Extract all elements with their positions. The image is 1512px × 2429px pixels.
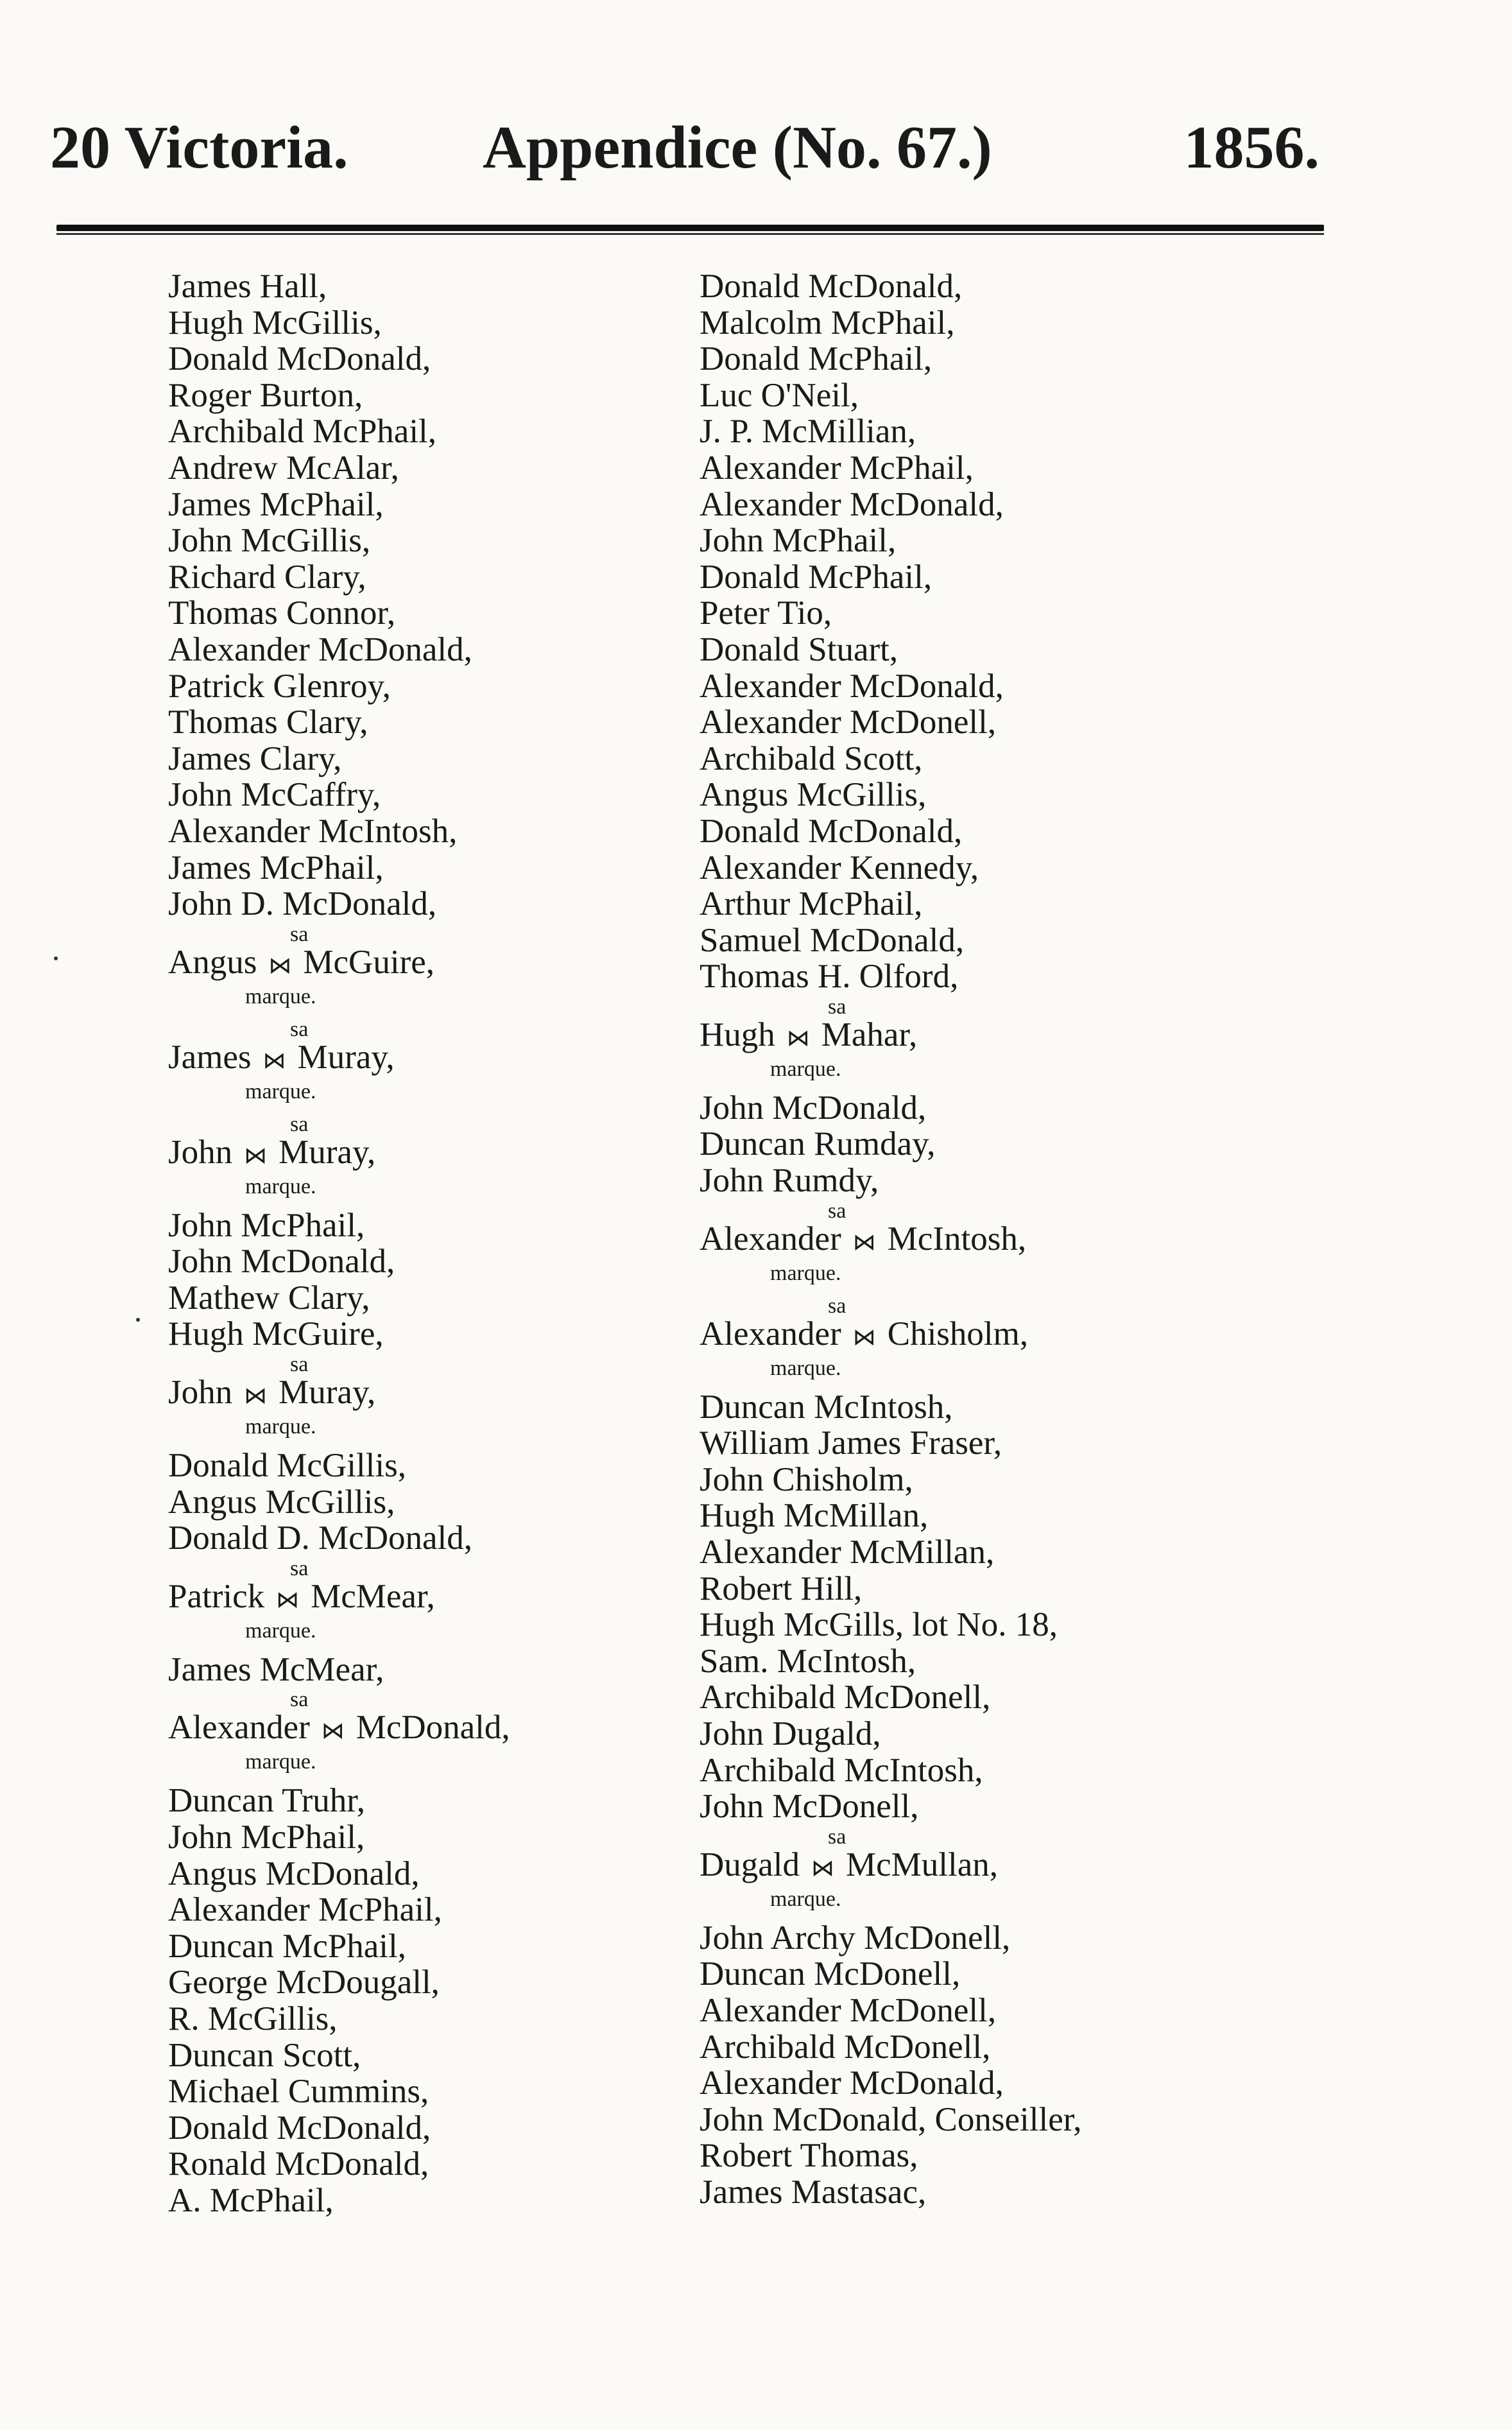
signatory-name: Alexander McIntosh,: [168, 812, 458, 850]
signatory-name: Duncan McIntosh,: [700, 1388, 953, 1426]
mark-last-name: McMear,: [311, 1577, 435, 1615]
signatory-name: Duncan Truhr,: [168, 1782, 366, 1820]
mark-first-name: John: [168, 1374, 233, 1412]
mark-marque-label: marque.: [770, 1356, 841, 1380]
cross-mark-icon: ⋈: [276, 1586, 300, 1612]
signatory-name: Archibald McPhail,: [168, 413, 437, 451]
mark-sa-label: sa: [290, 1017, 309, 1041]
signatory-name: Hugh McGillis,: [168, 304, 382, 341]
mark-first-name: Alexander: [168, 1709, 310, 1747]
signatory-name: Alexander McDonell,: [700, 1991, 997, 2029]
signatory-name: Angus McDonald,: [168, 1854, 420, 1892]
mark-marque-label: marque.: [245, 1174, 316, 1198]
mark-marque-label: marque.: [245, 984, 316, 1008]
signatory-name: Richard Clary,: [168, 558, 366, 596]
signatory-name: Thomas H. Olford,: [700, 958, 959, 996]
cross-mark-icon: ⋈: [244, 1142, 268, 1168]
signature-mark-entry: [700, 1294, 1341, 1389]
signatory-name: R. McGillis,: [168, 2000, 338, 2037]
signatory-name: Samuel McDonald,: [700, 921, 965, 959]
mark-sa-label: sa: [828, 1824, 846, 1849]
cross-mark-icon: ⋈: [268, 952, 292, 978]
signatory-name: Peter Tio,: [700, 594, 832, 632]
mark-name-line: [168, 943, 434, 985]
signatory-name: George McDougall,: [168, 1964, 440, 2001]
signatory-name: Alexander McDonell,: [700, 704, 997, 741]
mark-first-name: James: [168, 1038, 252, 1076]
mark-name-line: [168, 1038, 395, 1080]
signatory-name: John McPhail,: [700, 522, 897, 560]
signatory-name: Donald D. McDonald,: [168, 1519, 472, 1557]
mark-sa-label: sa: [290, 922, 309, 946]
signatory-name: Duncan Rumday,: [700, 1125, 936, 1163]
signatory-name: Hugh McMillan,: [700, 1497, 929, 1535]
cross-mark-icon: ⋈: [852, 1324, 876, 1350]
signatory-name: Angus McGillis,: [700, 776, 927, 814]
signatory-name: Duncan McPhail,: [168, 1927, 406, 1965]
mark-sa-label: sa: [290, 1556, 309, 1580]
signatory-name: William James Fraser,: [700, 1424, 1002, 1462]
mark-first-name: John: [168, 1133, 233, 1171]
signatory-name: John McPhail,: [168, 1819, 365, 1856]
cross-mark-icon: ⋈: [321, 1718, 345, 1744]
mark-last-name: McMullan,: [846, 1846, 999, 1883]
mark-sa-label: sa: [828, 994, 846, 1019]
ink-speck: [136, 1318, 140, 1322]
mark-sa-label: sa: [290, 1353, 309, 1377]
mark-first-name: Alexander: [700, 1315, 841, 1353]
signatory-name: Archibald McDonell,: [700, 2028, 991, 2066]
mark-first-name: Alexander: [700, 1220, 841, 1258]
signature-mark-entry: [168, 1557, 701, 1652]
signatory-name: Duncan Scott,: [168, 2036, 361, 2074]
signatory-name: John Rumdy,: [700, 1162, 879, 1200]
signatory-name: Malcolm McPhail,: [700, 304, 955, 341]
signatory-name: Andrew McAlar,: [168, 449, 399, 487]
signatory-name: Duncan McDonell,: [700, 1955, 961, 1993]
signatory-name: Donald McDonald,: [700, 812, 963, 850]
signatory-name: Thomas Connor,: [168, 594, 396, 632]
signatory-name: Donald McPhail,: [700, 558, 932, 596]
mark-last-name: McDonald,: [356, 1709, 510, 1747]
mark-marque-label: marque.: [770, 1261, 841, 1285]
header-session: 20 Victoria.: [50, 114, 348, 181]
mark-marque-label: marque.: [245, 1750, 316, 1774]
mark-first-name: Patrick: [168, 1577, 265, 1615]
cross-mark-icon: ⋈: [786, 1024, 810, 1051]
signatory-name: Alexander McPhail,: [168, 1891, 442, 1929]
signatory-name: Archibald McIntosh,: [700, 1751, 983, 1789]
mark-name-line: [700, 1220, 1026, 1261]
signature-mark-entry: [168, 1017, 701, 1112]
signatory-name: Alexander Kennedy,: [700, 849, 979, 886]
mark-sa-label: sa: [828, 1293, 846, 1318]
signatory-name: John McGillis,: [168, 522, 371, 560]
signatory-name: Alexander McDonald,: [700, 2064, 1004, 2102]
signatory-name: James Clary,: [168, 739, 342, 777]
signatory-name: Thomas Clary,: [168, 704, 368, 741]
signatory-name: James Mastasac,: [700, 2173, 927, 2211]
mark-last-name: Muray,: [279, 1374, 376, 1412]
header-rule: [56, 225, 1324, 231]
signatory-name: Donald McGillis,: [168, 1447, 406, 1485]
mark-first-name: Dugald: [700, 1846, 800, 1883]
signature-mark-entry: [168, 1112, 701, 1207]
mark-last-name: McIntosh,: [887, 1220, 1027, 1258]
mark-sa-label: sa: [828, 1198, 846, 1223]
signatory-name: Archibald Scott,: [700, 739, 923, 777]
mark-last-name: McGuire,: [303, 943, 434, 981]
mark-marque-label: marque.: [770, 1057, 841, 1081]
mark-sa-label: sa: [290, 1112, 309, 1136]
signatory-name: A. McPhail,: [168, 2181, 334, 2219]
signatory-name: Hugh McGills, lot No. 18,: [700, 1606, 1058, 1644]
signatory-name: John D. McDonald,: [168, 885, 437, 923]
signatory-name: John McDonald,: [700, 1089, 927, 1127]
mark-name-line: [700, 1315, 1028, 1356]
signatory-name: Donald McDonald,: [168, 340, 431, 378]
mark-name-line: [168, 1133, 375, 1175]
page-header: [0, 109, 1512, 186]
mark-sa-label: sa: [290, 1688, 309, 1712]
mark-name-line: [700, 1016, 917, 1057]
signatory-name: John Dugald,: [700, 1715, 881, 1752]
signatory-name: Mathew Clary,: [168, 1279, 370, 1317]
signatory-name: Sam. McIntosh,: [700, 1642, 916, 1680]
signatory-name: Luc O'Neil,: [700, 376, 859, 414]
signature-mark-entry: [168, 922, 701, 1017]
mark-marque-label: marque.: [245, 1079, 316, 1103]
signatory-name: Donald McDonald,: [700, 268, 963, 305]
signatory-name: Roger Burton,: [168, 376, 363, 414]
signatory-name: John McDonell,: [700, 1788, 919, 1826]
signatory-name: Michael Cummins,: [168, 2073, 429, 2111]
signatory-name: John McDonald, Conseiller,: [700, 2100, 1082, 2138]
signatory-name: John Archy McDonell,: [700, 1919, 1011, 1957]
signatory-name: Alexander McDonald,: [700, 667, 1004, 705]
signatory-name: Donald McPhail,: [700, 340, 932, 378]
signatory-name: James McPhail,: [168, 849, 384, 886]
signatory-name: Robert Thomas,: [700, 2137, 918, 2175]
mark-marque-label: marque.: [245, 1415, 316, 1439]
mark-name-line: [168, 1373, 375, 1415]
signatory-name: Hugh McGuire,: [168, 1315, 384, 1353]
signatory-name: John McCaffry,: [168, 776, 381, 814]
mark-last-name: Muray,: [279, 1133, 376, 1171]
signatory-name: Arthur McPhail,: [700, 885, 923, 923]
signatory-name: John Chisholm,: [700, 1460, 913, 1498]
signature-mark-entry: [700, 1199, 1341, 1294]
signatory-name: James McMear,: [168, 1650, 384, 1688]
signatory-name: John McPhail,: [168, 1206, 365, 1244]
cross-mark-icon: ⋈: [811, 1854, 835, 1881]
signature-mark-entry: [168, 1688, 701, 1783]
signatory-name: Donald McDonald,: [168, 2109, 431, 2147]
mark-marque-label: marque.: [245, 1618, 316, 1643]
signature-mark-entry: [700, 995, 1341, 1090]
cross-mark-icon: ⋈: [262, 1047, 286, 1073]
mark-name-line: [700, 1846, 998, 1887]
signatory-name: Angus McGillis,: [168, 1483, 395, 1521]
mark-first-name: Hugh: [700, 1016, 775, 1053]
signatory-name: Archibald McDonell,: [700, 1679, 991, 1716]
signatory-name: Patrick Glenroy,: [168, 667, 391, 705]
signatory-name: Alexander McDonald,: [168, 630, 472, 668]
signature-mark-entry: [168, 1353, 701, 1448]
mark-marque-label: marque.: [770, 1887, 841, 1911]
signatures-right-column: [700, 268, 1341, 2211]
signatory-name: James McPhail,: [168, 485, 384, 523]
cross-mark-icon: ⋈: [852, 1229, 876, 1255]
mark-last-name: Mahar,: [821, 1016, 918, 1053]
signatory-name: Robert Hill,: [700, 1569, 863, 1607]
signatures-left-column: [168, 268, 701, 2219]
signatory-name: John McDonald,: [168, 1243, 395, 1281]
signatory-name: Donald Stuart,: [700, 630, 898, 668]
mark-first-name: Angus: [168, 943, 257, 981]
mark-last-name: Chisholm,: [887, 1315, 1029, 1353]
signatory-name: James Hall,: [168, 268, 327, 305]
signature-mark-entry: [700, 1825, 1341, 1920]
mark-last-name: Muray,: [297, 1038, 395, 1076]
signatory-name: Alexander McDonald,: [700, 485, 1004, 523]
signatory-name: Alexander McMillan,: [700, 1534, 995, 1571]
signatory-name: Alexander McPhail,: [700, 449, 974, 487]
mark-name-line: [168, 1708, 510, 1750]
header-appendix-title: Appendice (No. 67.): [483, 114, 992, 181]
signatory-name: Ronald McDonald,: [168, 2145, 429, 2183]
signatory-name: J. P. McMillian,: [700, 413, 916, 451]
header-year: 1856.: [1183, 114, 1319, 181]
ink-speck: [54, 956, 58, 960]
mark-name-line: [168, 1577, 435, 1619]
cross-mark-icon: ⋈: [244, 1382, 268, 1408]
